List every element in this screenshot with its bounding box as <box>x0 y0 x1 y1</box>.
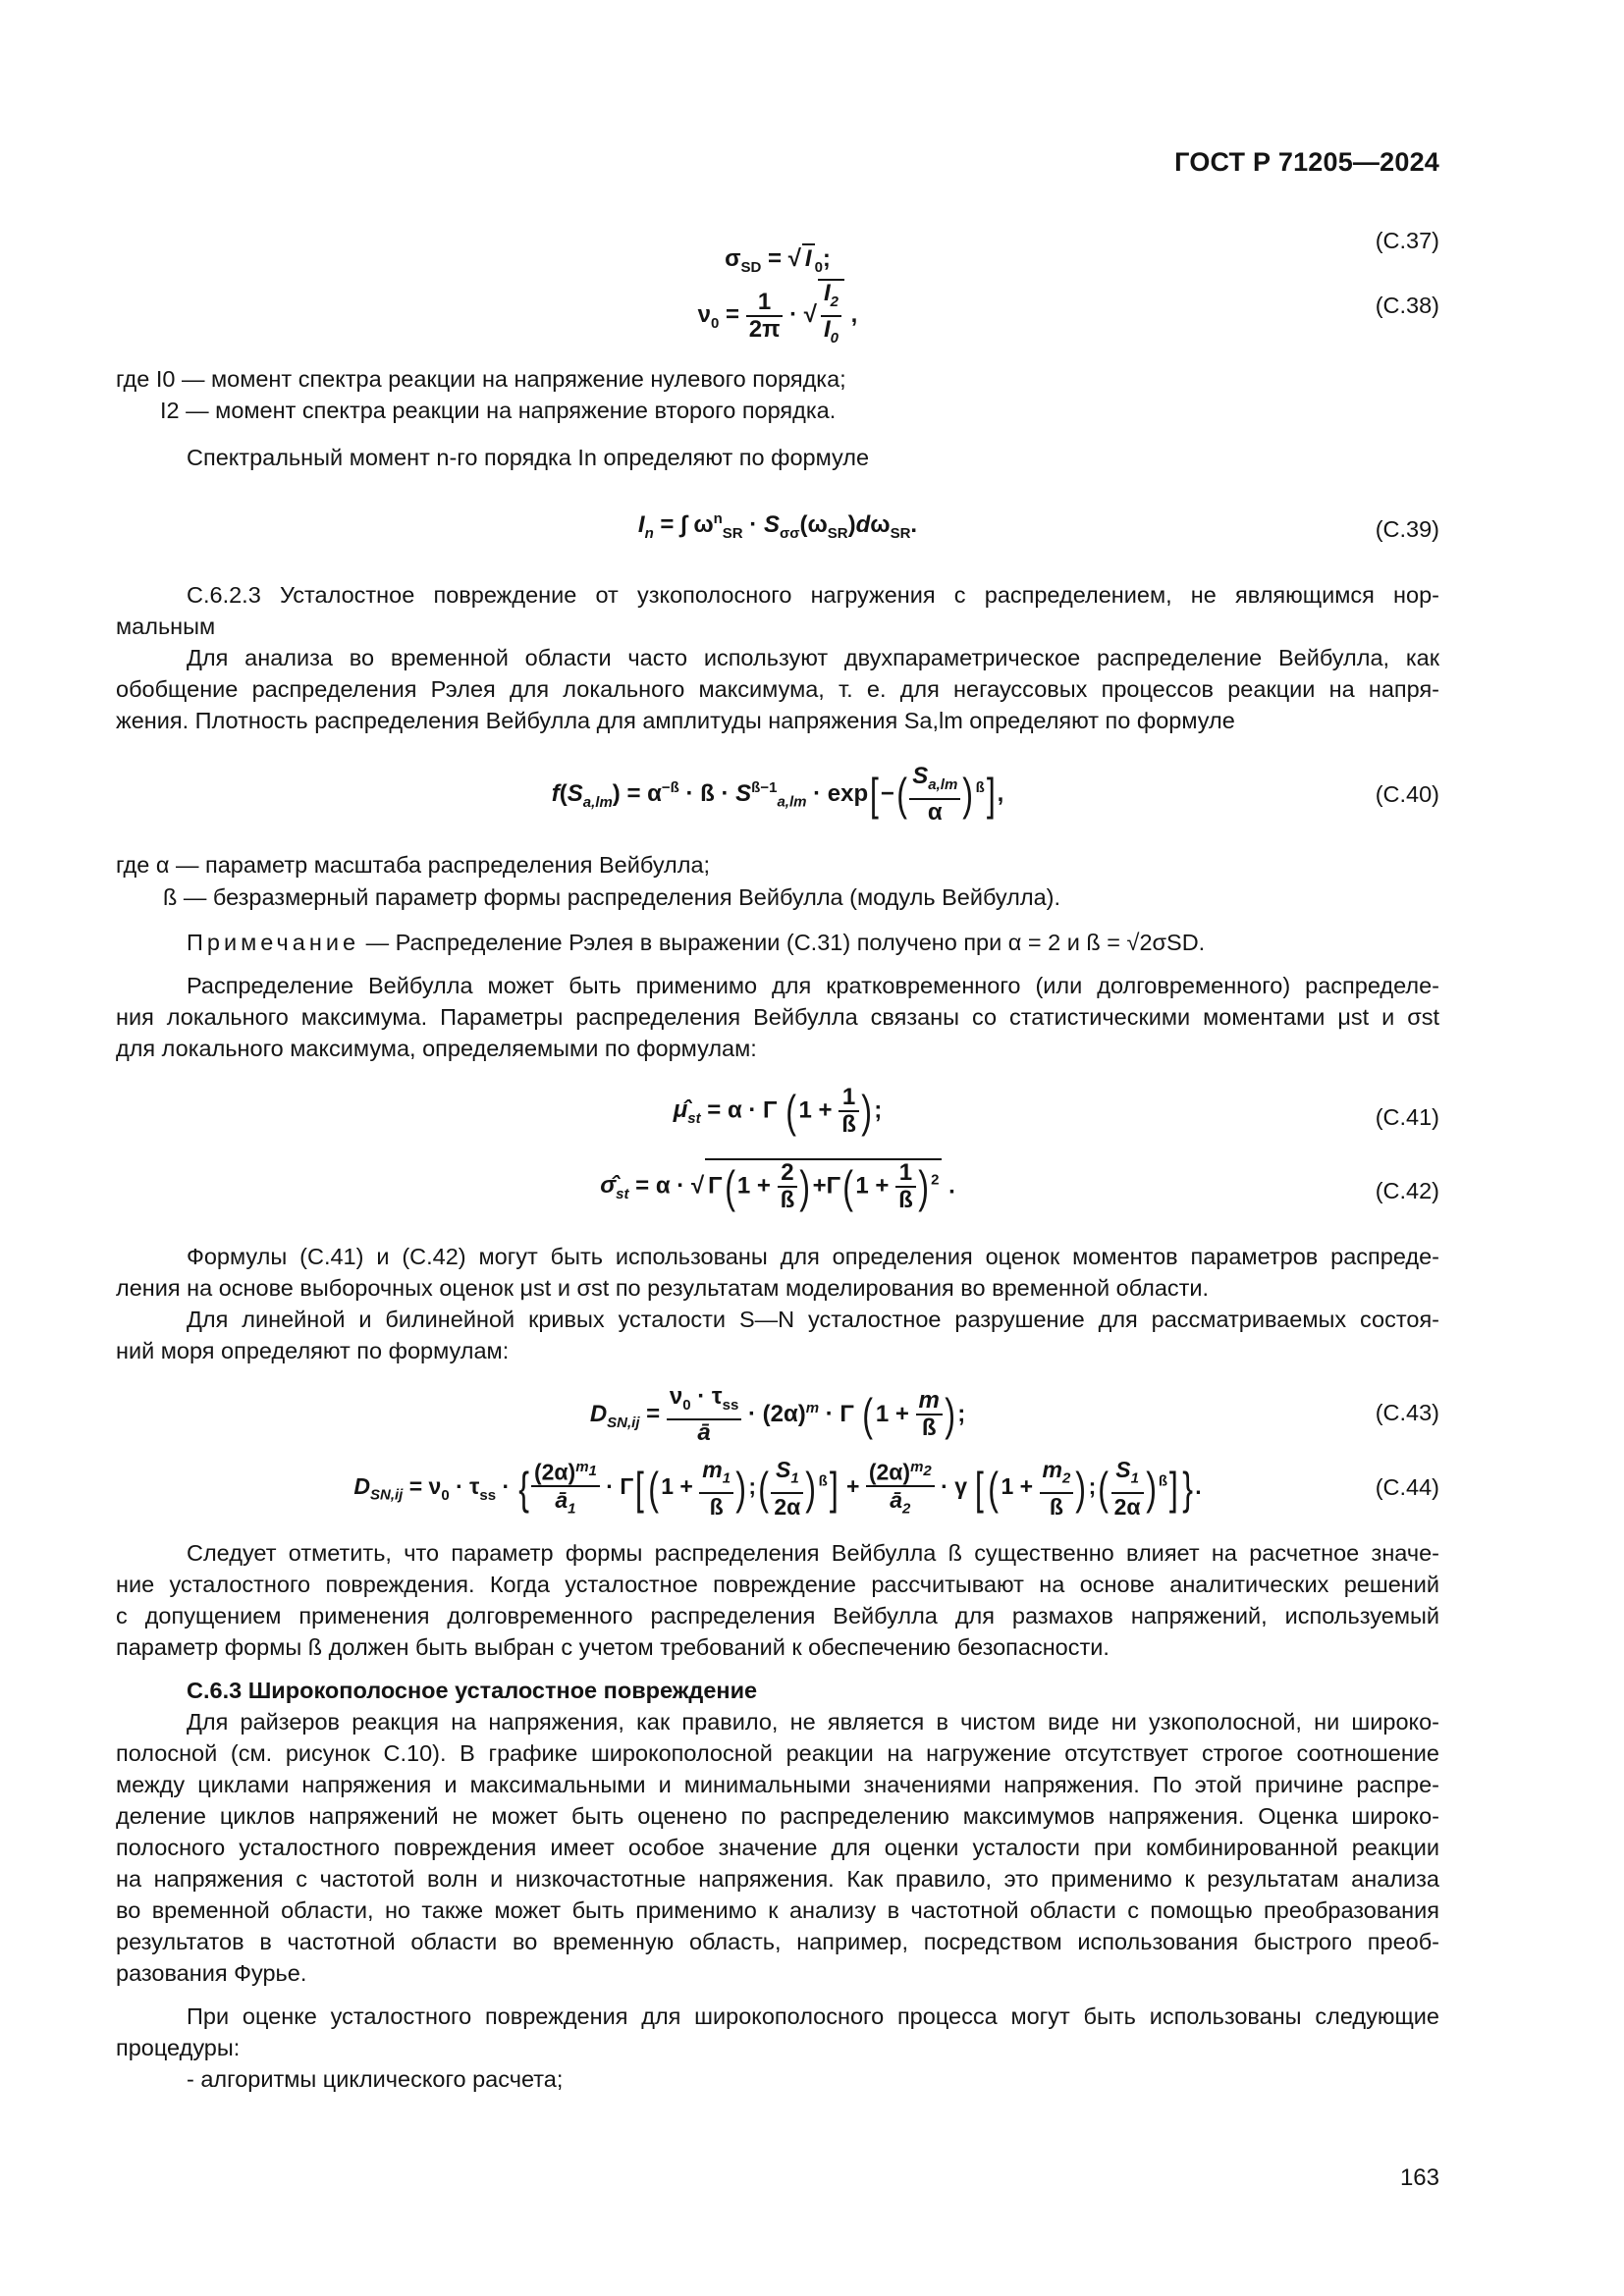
text-line: во временной области, но также может быть применимо к анализу в частотной области с помощью преобразования <box>116 1897 1439 1923</box>
text-line: жения. Плотность распределения Вейбулла для амплитуды напряжения Sa,lm определяют по формуле <box>116 708 1235 733</box>
text-line: процедуры: <box>116 2035 241 2060</box>
text-line: ния локального максимума. Параметры распределения Вейбулла связаны со статистическими моментами μst и σst <box>116 1004 1439 1030</box>
equation-number: (C.43) <box>1375 1400 1439 1425</box>
text-line: полосного усталостного повреждения имеет особое значение для оценки усталости при комбинированной реакции <box>116 1835 1439 1860</box>
text-line: параметр формы ß должен быть выбран с учетом требований к обеспечению безопасности. <box>116 1634 1110 1660</box>
text-line: с допущением применения долговременного распределения Вейбулла для размахов напряжений, используемый <box>116 1603 1439 1629</box>
text-line: где I0 — момент спектра реакции на напряжение нулевого порядка; <box>116 366 846 392</box>
equation-number: (C.42) <box>1375 1178 1439 1203</box>
text-line: где α — параметр масштаба распределения Вейбулла; <box>116 852 711 878</box>
equation-c40: $f(S_{a,lm}) = \alpha^{-ß}$ · ß · $S^{ß-1}_{a,lm} \cdot \exp[-$( $\frac{S_{a,lm}}{\alpha}$ ) $^ß$], (C.40) <box>551 763 1439 826</box>
equation-number: (C.40) <box>1375 781 1439 807</box>
section-c623-heading: С.6.2.3 Усталостное повреждение от узкополосного нагружения с распределением, не являющимся нор- <box>187 582 1439 608</box>
text-line: для локального максимума, определяемыми по формулам: <box>116 1036 757 1061</box>
note-text: — Распределение Рэлея в выражении (C.31) получено при α = 2 и ß = √2σSD. <box>365 930 1206 955</box>
text-line: результатов в частотной области во временную область, например, посредством использования быстрого преоб- <box>116 1929 1439 1954</box>
text-line: Для линейной и билинейной кривых усталости S—N усталостное разрушение для рассматриваемых состоя- <box>187 1307 1439 1332</box>
text-line: на напряжения с частотой волн и низкочастотные напряжения. Как правило, это применимо к результатам анализа <box>116 1866 1439 1892</box>
equation-c43: $D_{SN,ij}$ = $\frac{\nu_0 \cdot \tau_{ss}}{ā}$ · $(2\alpha)^m \cdot \Gamma$ (1 + $\frac{m}{ß}$ ); (C.43) <box>589 1383 1439 1446</box>
note-label: Примечание <box>187 930 360 955</box>
equation-c42: $\sigmâ_{st} = \alpha$ · √ Γ(1 + $\frac{2}{ß}$ )+Γ(1 + $\frac{1}{ß}$ ) $^2$ . (C.42) <box>600 1159 1439 1213</box>
text-line: При оценке усталостного повреждения для широкополосного процесса могут быть использованы следующие <box>187 2003 1439 2029</box>
text-line: Следует отметить, что параметр формы распределения Вейбулла ß существенно влияет на расчетное значе- <box>187 1540 1439 1566</box>
equation-number: (C.44) <box>1375 1474 1439 1500</box>
text-line: обобщение распределения Рэлея для локального максимума, т. е. для негауссовых процессов реакции на напря- <box>116 676 1439 702</box>
text-line: Для анализа во временной области часто используют двухпараметрическое распределение Вейбулла, как <box>187 645 1439 670</box>
text-line: I2 — момент спектра реакции на напряжение второго порядка. <box>160 398 837 423</box>
text-line: ления на основе выборочных оценок μst и σst по результатам моделирования во временной области. <box>116 1275 1210 1301</box>
page-number: 163 <box>1399 2164 1439 2191</box>
equation-c37: $\sigma_{SD}$ = √ I $_0$; (C.37) <box>725 228 1439 276</box>
text-line: Для райзеров реакция на напряжения, как правило, не является в чистом виде ни узкополосной, ни широко- <box>187 1709 1439 1735</box>
equation-c44: $D_{SN,ij} = \nu_0 \cdot \tau_{ss}$ · { $\frac{(2\alpha)^{m_1}}{ā_1}$ · Γ[(1 + $\frac{m_1}{ß}$ );( $\frac{S_1}{2\alpha}$ ) $^ß$] + $\frac{(2\alpha)^{m_2}}{ā_2}$ · γ [(1 + $\frac{m_2}{ß}$ );( $\frac{S_1}{2\alpha}$ ) $^ß$]} . (C.44) <box>116 1455 1439 1533</box>
text-line: мальным <box>116 614 216 639</box>
equation-number: (C.37) <box>1375 228 1439 253</box>
note <box>116 927 1439 958</box>
document-header: ГОСТ Р 71205—2024 <box>1174 147 1439 177</box>
section-c63-heading: C.6.3 Широкополосное усталостное повреждение <box>187 1678 758 1703</box>
equation-c38: $\nu_0$ = $\frac{1}{2\pi}$ · √ $\frac{I_2}{I_0}$ , (C.38) <box>116 277 1439 346</box>
equation-c41: $\mû_{st} = \alpha \cdot \Gamma$ (1 + $\frac{1}{ß}$ ); (C.41) <box>673 1084 1439 1138</box>
text-line: Формулы (C.41) и (C.42) могут быть использованы для определения оценок моментов параметров распреде- <box>187 1244 1439 1269</box>
equation-c39: $I_n$ = ∫ $\omega^n_{SR} \cdot S_{\sigma\sigma}(\omega_{SR})d\omega_{SR}$. (C.39) <box>637 510 1439 542</box>
equation-number: (C.39) <box>1375 516 1439 542</box>
text-line: деление циклов напряжений не может быть оценено по распределению максимумов напряжения. Оценка широко- <box>116 1803 1439 1829</box>
text-line: разования Фурье. <box>116 1960 307 1986</box>
text-line: между циклами напряжения и максимальными и минимальными значениями напряжения. По этой причине распре- <box>116 1772 1439 1797</box>
text-line: ний моря определяют по формулам: <box>116 1338 510 1363</box>
text-line: Распределение Вейбулла может быть применимо для кратковременного (или долговременного) распределе- <box>187 973 1439 998</box>
equation-number: (C.41) <box>1375 1104 1439 1130</box>
text-line: полосной (см. рисунок C.10). В графике широкополосной реакции на нагружение отсутствует строгое соотношение <box>116 1740 1439 1766</box>
text-line: ß — безразмерный параметр формы распределения Вейбулла (модуль Вейбулла). <box>163 884 1061 910</box>
list-item: - алгоритмы циклического расчета; <box>187 2066 564 2092</box>
equation-number: (C.38) <box>1375 293 1439 318</box>
text-line: Спектральный момент n-го порядка In определяют по формуле <box>187 445 870 470</box>
text-line: ние усталостного повреждения. Когда усталостное повреждение рассчитывают на основе аналитических решений <box>116 1572 1439 1597</box>
